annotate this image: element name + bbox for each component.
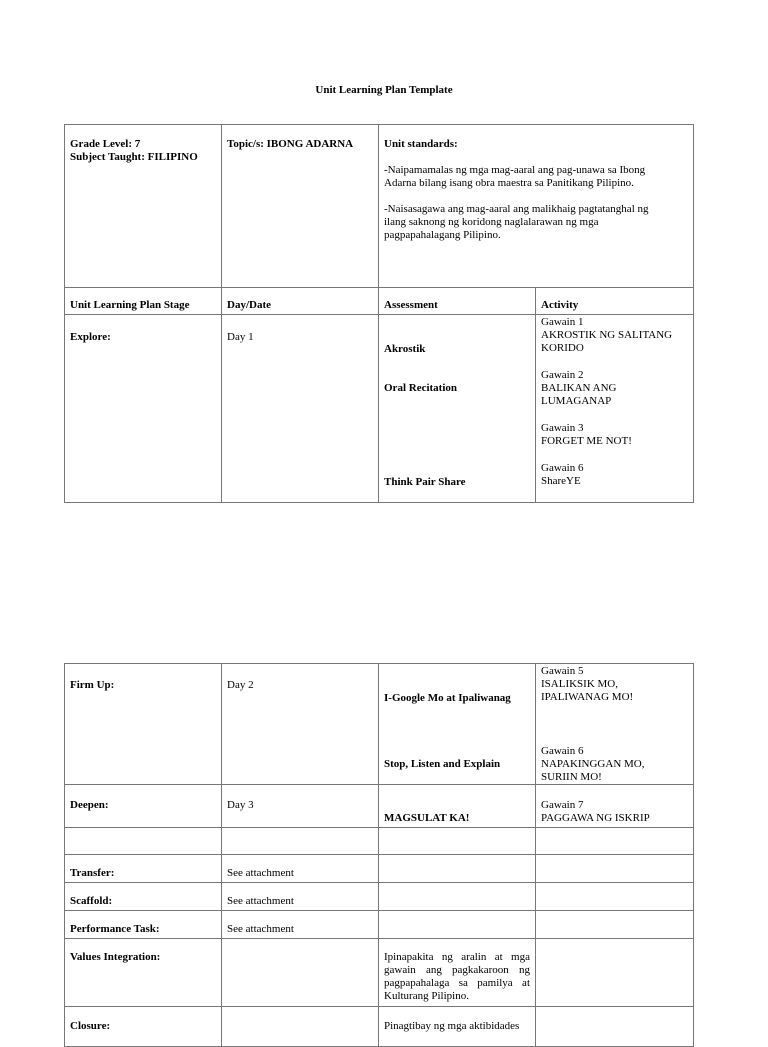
firm-up-assessment-2: Stop, Listen and Explain — [384, 758, 501, 770]
explore-day: Day 1 — [222, 315, 379, 503]
transfer-activity — [536, 855, 694, 883]
deepen-day: Day 3 — [222, 785, 379, 828]
performance-day: See attachment — [222, 911, 379, 939]
firm-up-day: Day 2 — [222, 664, 379, 785]
unit-standard-2: -Naisasagawa ang mag-aaral ang malikhaig pagtatanghal ng ilang saknong ng koridong naglalarawan ng mga pagpapahalagang Pilipino. — [384, 203, 649, 241]
transfer-row — [65, 855, 694, 883]
explore-assessment-3: Think Pair Share — [384, 476, 466, 488]
explore-activity-2: Gawain 2 BALIKAN ANG LUMAGANAP — [541, 369, 617, 407]
unit-plan-table-2 — [64, 663, 694, 1047]
deepen-stage: Deepen: — [65, 785, 222, 828]
explore-stage: Explore: — [65, 315, 222, 503]
closure-day — [222, 1007, 379, 1047]
explore-row — [65, 315, 694, 503]
firm-up-assessment-1: I-Google Mo at Ipaliwanag — [384, 692, 511, 704]
grade-subject-cell — [65, 125, 222, 288]
column-stage: Unit Learning Plan Stage — [65, 288, 222, 315]
column-assessment: Assessment — [379, 288, 536, 315]
unit-plan-table-1 — [64, 124, 694, 503]
column-header-row — [65, 288, 694, 315]
transfer-assessment — [379, 855, 536, 883]
firm-up-activity-1: Gawain 5 ISALIKSIK MO, IPALIWANAG MO! — [541, 665, 634, 703]
topic: Topic/s: IBONG ADARNA — [227, 138, 354, 150]
values-day — [222, 939, 379, 1007]
scaffold-activity — [536, 883, 694, 911]
firm-up-stage: Firm Up: — [65, 664, 222, 785]
closure-stage: Closure: — [65, 1007, 222, 1047]
empty-cell — [536, 828, 694, 855]
explore-activity-1: Gawain 1 AKROSTIK NG SALITANG KORIDO — [541, 316, 673, 354]
deepen-activity: Gawain 7 PAGGAWA NG ISKRIP — [536, 785, 694, 828]
scaffold-stage: Scaffold: — [65, 883, 222, 911]
firm-up-assessment-cell — [379, 664, 536, 785]
values-activity — [536, 939, 694, 1007]
topic-cell — [222, 125, 379, 288]
performance-row — [65, 911, 694, 939]
deepen-row — [65, 785, 694, 828]
subject-taught: Subject Taught: FILIPINO — [70, 151, 198, 163]
scaffold-day: See attachment — [222, 883, 379, 911]
explore-assessment-cell — [379, 315, 536, 503]
transfer-day: See attachment — [222, 855, 379, 883]
closure-assessment: Pinagtibay ng mga aktibidades — [379, 1007, 536, 1047]
firm-up-row — [65, 664, 694, 785]
performance-assessment — [379, 911, 536, 939]
column-day: Day/Date — [222, 288, 379, 315]
explore-activity-4: Gawain 6 ShareYE — [541, 462, 584, 487]
firm-up-activity-cell — [536, 664, 694, 785]
performance-activity — [536, 911, 694, 939]
column-activity: Activity — [536, 288, 694, 315]
unit-standards-cell — [379, 125, 694, 288]
unit-standards-label: Unit standards: — [384, 138, 458, 150]
document-title: Unit Learning Plan Template — [315, 84, 453, 96]
closure-row — [65, 1007, 694, 1047]
performance-stage: Performance Task: — [65, 911, 222, 939]
closure-activity — [536, 1007, 694, 1047]
transfer-stage: Transfer: — [65, 855, 222, 883]
unit-standard-1: -Naipamamalas ng mga mag-aaral ang pag-unawa sa Ibong Adarna bilang isang obra maestra sa Panitikang Pilipino. — [384, 164, 646, 189]
values-stage: Values Integration: — [65, 939, 222, 1007]
values-assessment: Ipinapakita ng aralin at mga gawain ang pagkakaroon ng pagpapahalaga sa pamilya at Kulturang Pilipino. — [379, 939, 536, 1007]
explore-assessment-1: Akrostik — [384, 343, 426, 355]
explore-activity-3: Gawain 3 FORGET ME NOT! — [541, 422, 632, 447]
empty-cell — [379, 828, 536, 855]
scaffold-assessment — [379, 883, 536, 911]
empty-cell — [65, 828, 222, 855]
firm-up-activity-2: Gawain 6 NAPAKINGGAN MO, SURIIN MO! — [541, 745, 645, 783]
empty-cell — [222, 828, 379, 855]
empty-row — [65, 828, 694, 855]
scaffold-row — [65, 883, 694, 911]
deepen-assessment: MAGSULAT KA! — [379, 785, 536, 828]
header-row — [65, 125, 694, 288]
values-row — [65, 939, 694, 1007]
explore-activity-cell — [536, 315, 694, 503]
explore-assessment-2: Oral Recitation — [384, 382, 458, 394]
grade-level: Grade Level: 7 — [70, 138, 141, 150]
